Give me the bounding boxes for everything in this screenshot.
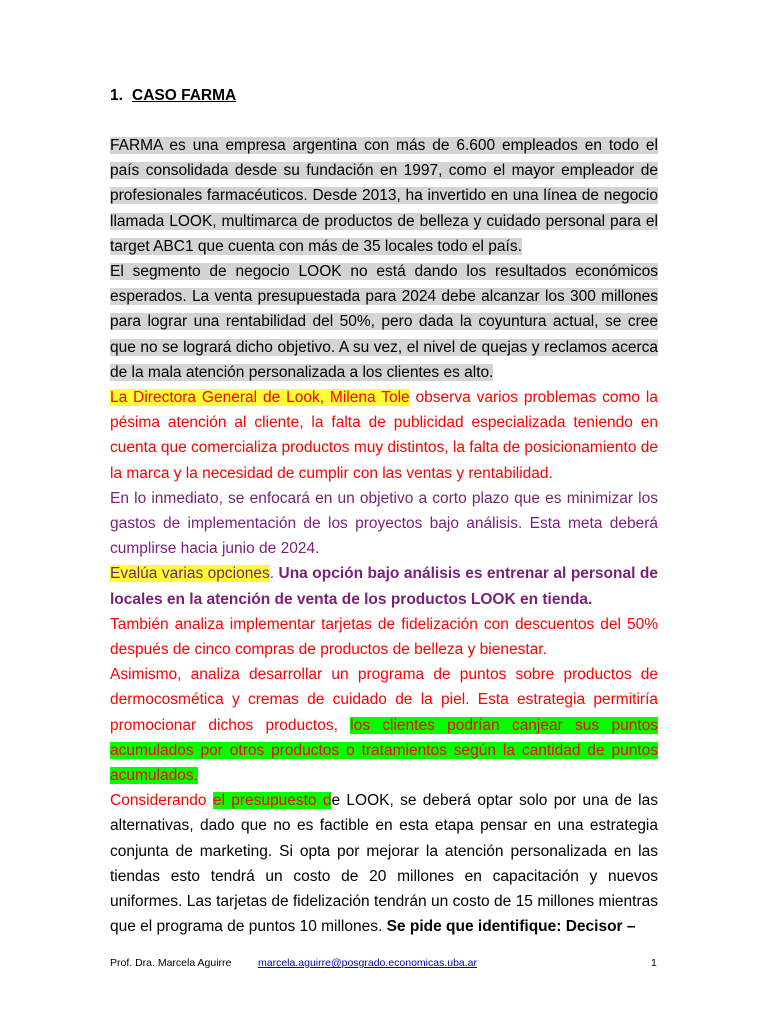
document-body — [110, 133, 658, 940]
paragraph-business-results — [110, 259, 658, 385]
budget-intro-text: Considerando — [110, 792, 213, 810]
budget-look-text: e LOOK — [331, 792, 390, 810]
options-separator: . — [269, 565, 279, 583]
paragraph-business-results-text: El segmento de negocio LOOK no está dando los resultados económicos esperados. La venta presupuestada para 2024 debe alcanzar los 300 millones para lograr una rentabilidad del 50%, pero dada la coyuntura actual, se cree que no se logrará dicho objetivo. A su vez, el nivel de quejas y reclamos acerca de la mala atención personalizada a los clientes es alto. — [110, 263, 658, 381]
section-heading — [110, 87, 236, 105]
paragraph-short-term-goal — [110, 486, 658, 562]
footer-author: Prof. Dra. Marcela Aguirre — [110, 957, 232, 969]
points-program-text: Asimismo, analiza desarrollar un programa de puntos sobre productos de dermocosmética y cremas de cuidado de la piel. Esta estrategia permitiría promocionar dichos productos, — [110, 666, 658, 734]
section-title: CASO FARMA — [132, 87, 237, 104]
footer-email-link[interactable]: marcela.aguirre@posgrado.economicas.uba.ar — [258, 957, 478, 969]
paragraph-director-problems — [110, 385, 658, 486]
paragraph-budget-decision — [110, 788, 658, 939]
paragraph-loyalty-cards — [110, 612, 658, 662]
footer-page-number: 1 — [651, 957, 657, 969]
paragraph-company-intro — [110, 133, 658, 259]
director-name-highlight: La Directora General de Look, Milena Tole — [110, 389, 410, 407]
loyalty-cards-text: También analiza implementar tarjetas de fidelización con descuentos del 50% después de cinco compras de productos de belleza y bienestar. — [110, 615, 658, 659]
options-highlight: Evalúa varias opciones — [110, 565, 270, 583]
short-term-goal-text: En lo inmediato, se enfocará en un objetivo a corto plazo que es minimizar los gastos de implementación de los proyectos bajo análisis. Esta meta deberá cumplirse hacia junio de 2024. — [110, 489, 658, 558]
budget-costs-text: , se deberá optar solo por una de las alternativas, dado que no es factible en esta etapa pensar en una estrategia conjunta de marketing. Si opta por mejorar la atención personalizada en las tiendas esto tendrá un costo de 20 millones en capacitación y nuevos uniformes. Las tarjetas de fidelización tendrán un costo de 15 millones mientras que el programa de puntos 10 millones. — [110, 792, 658, 936]
question-prompt-bold: Se pide que identifique: Decisor – — [386, 918, 636, 936]
paragraph-company-intro-text: FARMA es una empresa argentina con más de 6.600 empleados en todo el país consolidada desde su fundación en 1997, como el mayor empleador de profesionales farmacéuticos. Desde 2013, ha invertido en una línea de negocio llamada LOOK, multimarca de productos de belleza y cuidado personal para el target ABC1 que cuenta con más de 35 locales todo el país. — [110, 137, 658, 255]
director-problems-text: observa varios problemas como la pésima atención al cliente, la falta de publicidad especializada teniendo en cuenta que comercializa productos muy distintos, la falta de posicionamiento de la marca y la necesidad de cumplir con las ventas y rentabilidad. — [110, 389, 658, 482]
paragraph-options — [110, 561, 658, 611]
paragraph-points-program — [110, 662, 658, 788]
section-number: 1. — [110, 87, 123, 104]
points-redeem-highlight: los clientes podrían canjear sus puntos acumulados por otros productos o tratamientos según la cantidad de puntos acumulados. — [110, 716, 658, 785]
budget-highlight: el presupuesto d — [212, 792, 332, 810]
training-option-bold: Una opción bajo análisis es entrenar al personal de locales en la atención de venta de los productos LOOK en tienda. — [110, 565, 658, 608]
